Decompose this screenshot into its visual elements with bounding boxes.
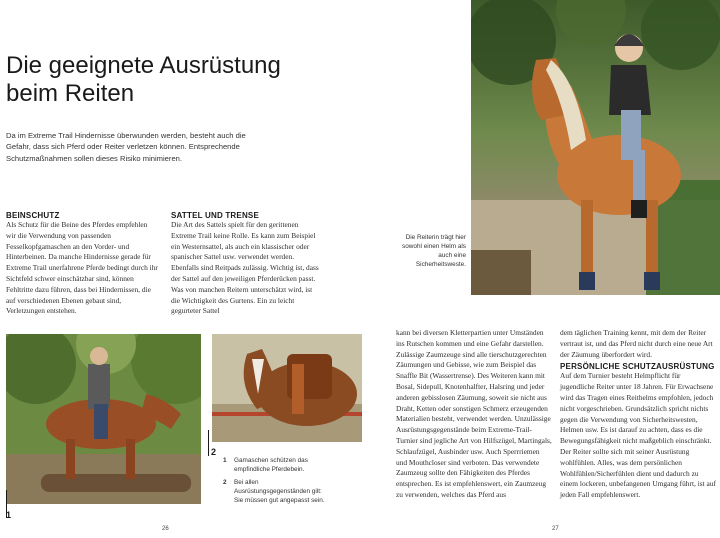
caption-number: 1 [223, 457, 227, 464]
beinschutz-text: Als Schutz für die Beine des Pferdes empfehlen wir die Verwendung von passenden Fesselkopfgamaschen an den Vorder- und Hinterbeinen. Da manche Hindernisse gerade für Extreme Trail unerfahrene Pferde bedingt durch ihr Sichtfeld schwer einschätzbar sind, können Fehltritte dazu führen, dass bei Hindernissen, die auf verschiedenen Ebenen gebaut sind, Verletzungen entstehen. [6, 220, 158, 316]
sattel-heading: SATTEL UND TRENSE [171, 211, 259, 220]
caption-item [223, 478, 328, 505]
schutz-text: Auf dem Turnier besteht Helmpflicht für jugendliche Reiter unter 18 Jahren. Für Erwachsene wird das Tragen eines Reithelms empfohlen, jedoch nicht vorgeschrieben. Grundsätzlich spricht nichts gegen die Verwendung von Sicherheitswesten, Helmen usw. Es ist darauf zu achten, dass es die Bewegungsfähigkeit nicht maßgeblich einschränkt. Der Reiter sollte sich mit seiner Ausrüstung wohlfühlen. Alles, was dem persönlichen Wohlfühlen/Sicherfühlen dient und dadurch zu einem lockeren, unbefangenen Umgang führt, ist auf jeden Fall empfehlenswert. [560, 371, 716, 500]
rider-horse-photo [471, 0, 720, 295]
caption-text: Gamaschen schützen das empfindliche Pferdebein. [234, 457, 308, 473]
photo-1-number: 1 [6, 510, 12, 520]
photo-2-number: 2 [211, 447, 217, 457]
middle-text: kann bei diversen Kletterpartien unter Umständen ins Rutschen kommen und eine Gefahr darstellen. Zulässige Zaumzeuge sind alle tierschutzgerechten Zäumungen und Gebisse, wie zum Beispiel das Snaffle Bit (Wassertrense). Des Weiteren kann mit Bosal, Sidepull, Knotenhalfter, Halsring und jeder anderen gebisslosen Zäumung, soweit sie nicht aus Draht, Ketten oder sonstigen Schmerz erzeugenden Materialien besteht, verwendet werden. Unzulässige Ausrüstungsgegenstände beim Extreme-Trail-Turnier sind jegliche Art von Hilfszügel, Martingals, Schlaufzügel, Ausbinder usw. Auch Sperrriemen und Mouthcloser sind verboten. Das verwendete Zaumzeug sollte den Fähigkeiten des Pferdes entsprechen. Es ist empfehlenswert, ein Zaumzeug zu verwenden, welches das Pferd aus [396, 328, 552, 499]
page-number-right: 27 [552, 526, 559, 532]
sattel-section [171, 211, 321, 317]
photo-2-marker-line [208, 430, 209, 456]
rider-on-log-photo [6, 334, 201, 504]
main-photo-caption: Die Reiterin trägt hier sowohl einen Helm als auch eine Sicherheitsweste. [402, 234, 466, 268]
beinschutz-heading: BEINSCHUTZ [6, 211, 60, 220]
caption-number: 2 [223, 479, 227, 486]
caption-item [223, 456, 328, 474]
page-title: Die geeignete Ausrüstung beim Reiten [6, 52, 281, 107]
page-number-left: 26 [162, 526, 169, 532]
beinschutz-section [6, 211, 158, 317]
intro-paragraph: Da im Extreme Trail Hindernisse überwunden werden, besteht auch die Gefahr, dass sich Pferd oder Reiter verletzen können. Entsprechende Schutzmaßnahmen sollen dieses Risiko minimieren. [6, 131, 246, 163]
right-column [560, 328, 716, 501]
schutz-heading: PERSÖNLICHE SCHUTZAUSRÜSTUNG [560, 362, 715, 372]
horse-saddle-photo [212, 334, 362, 442]
right-intro-text: dem täglichen Training kennt, mit dem der Reiter vertraut ist, und das Pferd nicht durch eine neue Art der Zäumung überfordert wird. [560, 328, 713, 359]
caption-text: Bei allen Ausrüstungsgegenständen gilt: Sie müssen gut angepasst sein. [234, 479, 325, 504]
sattel-text: Die Art des Sattels spielt für den gerittenen Extreme Trail keine Rolle. Es kann zum Beispiel ein Westernsattel, als auch ein klassischer oder spanischer Sattel usw. verwendet werden. Ebenfalls sind Reitpads zulässig. Wichtig ist, dass der Sattel auf den jeweiligen Pferderücken passt. Was von manchen Reitern unterschätzt wird, ist die Wichtigkeit des Gurtens. Ein zu leicht gegurteter Sattel [171, 220, 319, 316]
photo-captions [223, 456, 328, 509]
